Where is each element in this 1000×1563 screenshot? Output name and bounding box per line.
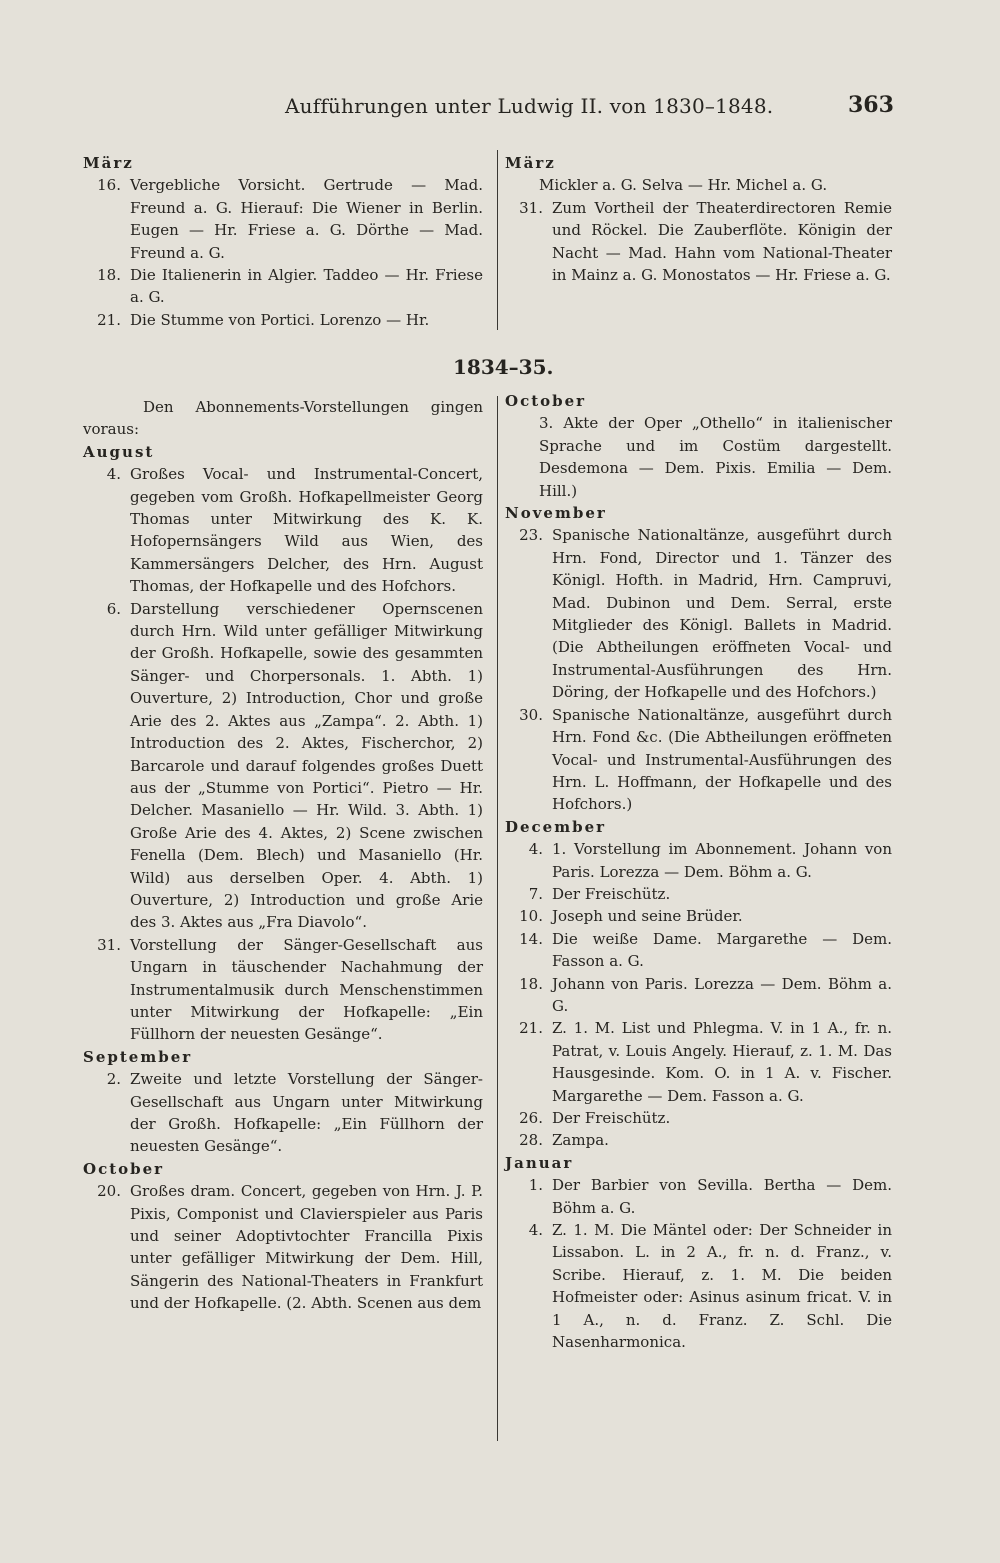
entry-day: 28. — [519, 1131, 543, 1150]
column-divider — [497, 396, 498, 1441]
month-heading: März — [505, 154, 556, 172]
running-header-title: Aufführungen unter Ludwig II. von 1830–1848. — [285, 94, 774, 118]
entry-text: Der Freischütz. — [552, 1109, 671, 1127]
performance-entry — [505, 1219, 892, 1353]
entry-text: Zweite und letzte Vorstellung der Sänger-Gesellschaft aus Ungarn unter Mitwirkung der Großh. Hofkapelle: „Ein Füllhorn der neuesten Gesänge“. — [130, 1070, 483, 1156]
performance-entry — [505, 1174, 892, 1219]
performance-entry — [505, 1129, 892, 1151]
performance-entry — [505, 973, 892, 1018]
month-heading: September — [83, 1047, 193, 1066]
performance-entry — [505, 928, 892, 973]
performance-entry — [505, 524, 892, 703]
performance-entry — [83, 598, 483, 934]
page-number: 363 — [848, 92, 894, 118]
entry-text: Zampa. — [552, 1131, 609, 1150]
performance-entry — [505, 905, 892, 927]
entry-day: 31. — [519, 198, 543, 217]
entry-text: Der Freischütz. — [552, 884, 671, 903]
entry-day: 20. — [97, 1182, 121, 1201]
entry-day: 4. — [106, 465, 121, 484]
entry-day: 21. — [97, 310, 121, 329]
entry-day: 2. — [106, 1070, 121, 1089]
performance-entry — [83, 1068, 483, 1158]
performance-entry — [505, 838, 892, 883]
performance-entry — [83, 1180, 483, 1314]
entry-day: 14. — [519, 929, 543, 948]
entry-day: 30. — [519, 705, 543, 724]
performance-entry — [505, 1017, 892, 1107]
entry-text: Zum Vortheil der Theaterdirectoren Remie und Röckel. Die Zauberflöte. Königin der Nacht — Mad. Hahn vom National-Theater in Mainz a. G. Monostatos — Hr. Friese a. G. — [552, 198, 892, 285]
entry-day: 21. — [519, 1019, 543, 1038]
entry-day: 6. — [106, 599, 121, 618]
column-divider — [497, 150, 498, 330]
continuation-entry — [505, 412, 892, 502]
entry-day: 16. — [97, 176, 121, 195]
top-right-column — [505, 152, 892, 286]
entry-text: Mickler a. G. Selva — Hr. Michel a. G. — [539, 176, 828, 195]
intro-text: Den Abonnements-Vorstellungen gingen voraus: — [83, 398, 483, 439]
bottom-right-column — [505, 390, 892, 1353]
entry-day: 7. — [528, 884, 543, 903]
entry-text: Darstellung verschiedener Opernscenen durch Hrn. Wild unter gefälliger Mitwirkung der Großh. Hofkapelle, sowie des gesammten Sänger- und Chorpersonals. 1. Abth. 1) Ouverture, 2) Introduction, Chor und große Arie des 2. Aktes aus „Zampa“. 2. Abth. 1) Introduction des 2. Aktes, Fischerchor, 2) Barcarole und darauf folgendes großes Duett aus der „Stumme von Portici“. Pietro — Hr. Delcher. Masaniello — Hr. Wild. 3. Abth. 1) Große Arie des 4. Aktes, 2) Scene zwischen Fenella (Dem. Blech) und Masaniello (Hr. Wild) aus derselben Oper. 4. Abth. 1) Ouverture, 2) Introduction und große Arie des 3. Aktes aus „Fra Diavolo“. — [130, 599, 483, 932]
performance-entry — [83, 174, 483, 264]
entry-text: 3. Akte der Oper „Othello“ in italienischer Sprache und im Costüm dargestellt. Desdemona — Dem. Pixis. Emilia — Dem. Hill.) — [539, 414, 892, 500]
performance-entry — [83, 264, 483, 309]
month-heading: October — [83, 1159, 165, 1178]
entry-day: 18. — [519, 974, 543, 993]
entry-day: 1. — [528, 1176, 543, 1195]
performance-entry — [83, 934, 483, 1046]
entry-text: 1. Vorstellung im Abonnement. Johann von Paris. Lorezza — Dem. Böhm a. G. — [552, 840, 892, 881]
entry-day: 26. — [519, 1109, 543, 1127]
entry-text: Joseph und seine Brüder. — [552, 907, 743, 926]
continuation-entry — [505, 174, 892, 196]
performance-entry — [505, 1107, 892, 1129]
season-heading: 1834–35. — [453, 355, 554, 379]
entry-text: Vergebliche Vorsicht. Gertrude — Mad. Freund a. G. Hierauf: Die Wiener in Berlin. Eugen — Hr. Friese a. G. Dörthe — Mad. Freund a. G. — [130, 176, 483, 262]
entry-text: Spanische Nationaltänze, ausgeführt durch Hrn. Fond, Director und 1. Tänzer des Königl. Hofth. in Madrid, Hrn. Campruvi, Mad. Dubinon und Dem. Serral, erste Mitglieder des Königl. Ballets in Madrid. (Die Abtheilungen eröffneten Vocal- und Instrumental-Ausführungen des Hrn. Döring, der Hofkapelle und des Hofchors.) — [552, 526, 892, 702]
entry-text: Z. 1. M. List und Phlegma. V. in 1 A., fr. n. Patrat, v. Louis Angely. Hierauf, z. 1. M. Das Hausgesinde. Kom. O. in 1 A. v. Fischer. Margarethe — Dem. Fasson a. G. — [552, 1019, 892, 1105]
entry-text: Der Barbier von Sevilla. Bertha — Dem. Böhm a. G. — [552, 1176, 892, 1217]
performance-entry — [505, 883, 892, 905]
entry-text: Die Stumme von Portici. Lorenzo — Hr. — [130, 310, 430, 329]
entry-day: 4. — [528, 1221, 543, 1240]
month-heading: Januar — [505, 1153, 574, 1172]
month-heading: December — [505, 817, 607, 836]
month-heading: März — [83, 154, 134, 172]
entry-day: 10. — [519, 907, 543, 926]
entry-day: 31. — [97, 935, 121, 954]
entry-text: Die Italienerin in Algier. Taddeo — Hr. Friese a. G. — [130, 266, 483, 307]
entry-text: Z. 1. M. Die Mäntel oder: Der Schneider in Lissabon. L. in 2 A., fr. n. d. Franz., v. Scribe. Hierauf, z. 1. M. Die beiden Hofmeister oder: Asinus asinum fricat. V. in 1 A., n. d. Franz. Z. Schl. Die Nasenharmonica. — [552, 1221, 892, 1352]
entry-text: Großes Vocal- und Instrumental-Concert, gegeben vom Großh. Hofkapellmeister Georg Thomas unter Mitwirkung des K. K. Hofopernsängers Wild aus Wien, des Kammersängers Delcher, des Hrn. August Thomas, der Hofkapelle und des Hofchors. — [130, 465, 483, 596]
performance-entry — [505, 197, 892, 287]
entry-text: Johann von Paris. Lorezza — Dem. Böhm a. G. — [552, 974, 892, 1015]
month-heading: August — [83, 442, 155, 461]
entry-text: Großes dram. Concert, gegeben von Hrn. J. P. Pixis, Componist und Clavierspieler aus Paris und seiner Adoptivtochter Francilla Pixis unter gefälliger Mitwirkung der Dem. Hill, Sängerin des National-Theaters in Frankfurt und der Hofkapelle. (2. Abth. Scenen aus dem — [130, 1182, 483, 1313]
entry-day: 18. — [97, 266, 121, 285]
performance-entry — [505, 704, 892, 816]
top-left-column — [83, 152, 483, 331]
entry-day: 23. — [519, 526, 543, 545]
bottom-left-column — [83, 396, 483, 1315]
performance-entry — [83, 309, 483, 331]
month-heading: October — [505, 392, 587, 410]
entry-text: Die weiße Dame. Margarethe — Dem. Fasson a. G. — [552, 929, 892, 971]
entry-text: Vorstellung der Sänger-Gesellschaft aus Ungarn in täuschender Nachahmung der Instrumentalmusik durch Menschenstimmen unter Mitwirkung der Hofkapelle: „Ein Füllhorn der neuesten Gesänge“. — [130, 935, 483, 1044]
entry-day: 4. — [528, 840, 543, 859]
entry-text: Spanische Nationaltänze, ausgeführt durch Hrn. Fond &c. (Die Abtheilungen eröffneten Vocal- und Instrumental-Ausführungen des Hrn. L. Hoffmann, der Hofkapelle und des Hofchors.) — [552, 705, 892, 814]
month-heading: November — [505, 504, 607, 523]
performance-entry — [83, 463, 483, 597]
